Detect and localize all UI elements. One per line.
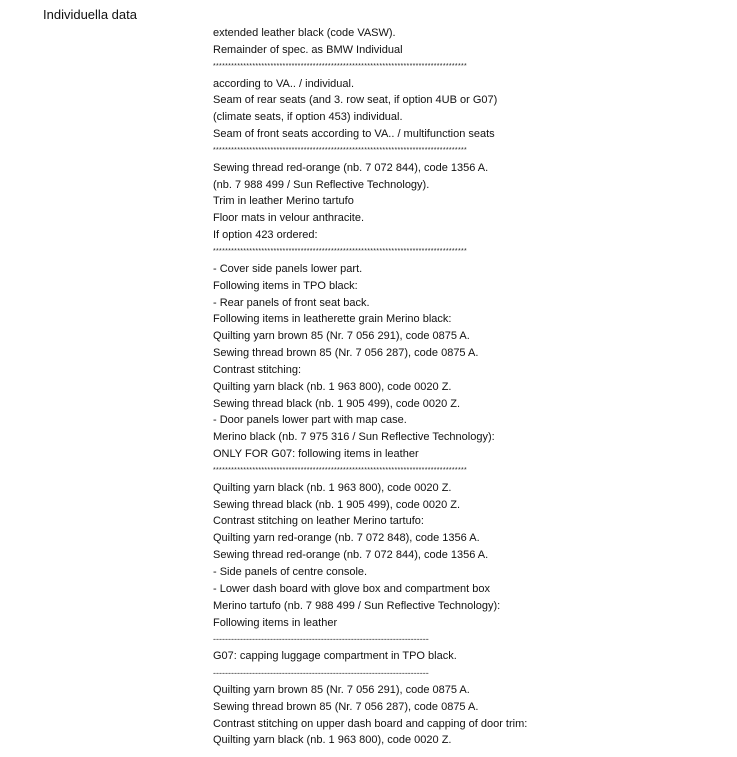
- dash-separator: ------------------------------------------------------------------------: [213, 634, 429, 645]
- spec-line: - Cover side panels lower part.: [213, 262, 363, 275]
- spec-line: Trim in leather Merino tartufo: [213, 195, 354, 208]
- spec-line: Following items in leather: [213, 616, 338, 629]
- spec-line: If option 423 ordered:: [213, 229, 318, 242]
- spec-line: Merino tartufo (nb. 7 988 499 / Sun Reflective Technology):: [213, 599, 501, 612]
- spec-line: Sewing thread red-orange (nb. 7 072 844), code 1356 A.: [213, 161, 489, 174]
- spec-line: G07: capping luggage compartment in TPO black.: [213, 650, 457, 663]
- spec-line: Sewing thread black (nb. 1 905 499), code 0020 Z.: [213, 498, 461, 511]
- spec-line: according to VA.. / individual.: [213, 77, 355, 90]
- asterisk-separator: ************************************************************************************: [213, 62, 468, 70]
- spec-line: Quilting yarn black (nb. 1 963 800), code 0020 Z.: [213, 481, 452, 494]
- asterisk-separator: ************************************************************************************: [213, 146, 468, 154]
- spec-line: Seam of rear seats (and 3. row seat, if option 4UB or G07): [213, 94, 498, 107]
- spec-line: ONLY FOR G07: following items in leather: [213, 448, 419, 461]
- spec-line: Quilting yarn black (nb. 1 963 800), code 0020 Z.: [213, 380, 452, 393]
- spec-line: Quilting yarn black (nb. 1 963 800), code 0020 Z.: [213, 734, 452, 747]
- spec-line: Following items in leatherette grain Merino black:: [213, 313, 452, 326]
- section-label: Individuella data: [43, 7, 137, 22]
- spec-line: Sewing thread red-orange (nb. 7 072 844), code 1356 A.: [213, 549, 489, 562]
- spec-text-block: [213, 25, 733, 749]
- spec-line: - Side panels of centre console.: [213, 566, 368, 578]
- spec-line: Quilting yarn brown 85 (Nr. 7 056 291), code 0875 A.: [213, 683, 470, 696]
- spec-line: extended leather black (code VASW).: [213, 27, 396, 39]
- spec-line: Seam of front seats according to VA.. / multifunction seats: [213, 128, 495, 141]
- asterisk-separator: ************************************************************************************: [213, 466, 468, 474]
- spec-line: Following items in TPO black:: [213, 279, 358, 292]
- spec-line: Merino black (nb. 7 975 316 / Sun Reflective Technology):: [213, 431, 495, 444]
- spec-line: Sewing thread brown 85 (Nr. 7 056 287), code 0875 A.: [213, 700, 479, 713]
- spec-line: - Rear panels of front seat back.: [213, 296, 370, 309]
- spec-line: (climate seats, if option 453) individual.: [213, 111, 403, 124]
- spec-line: Sewing thread black (nb. 1 905 499), code 0020 Z.: [213, 397, 461, 410]
- dash-separator: ------------------------------------------------------------------------: [213, 668, 429, 679]
- spec-line: Contrast stitching on upper dash board and capping of door trim:: [213, 717, 528, 730]
- spec-line: Quilting yarn red-orange (nb. 7 072 848), code 1356 A.: [213, 532, 480, 545]
- spec-line: Contrast stitching on leather Merino tartufo:: [213, 515, 424, 528]
- spec-line: Remainder of spec. as BMW Individual: [213, 43, 403, 56]
- spec-line: - Lower dash board with glove box and compartment box: [213, 582, 490, 595]
- spec-line: - Door panels lower part with map case.: [213, 414, 407, 427]
- spec-line: Sewing thread brown 85 (Nr. 7 056 287), code 0875 A.: [213, 347, 479, 360]
- spec-line: Contrast stitching:: [213, 363, 302, 376]
- spec-line: Quilting yarn brown 85 (Nr. 7 056 291), code 0875 A.: [213, 330, 470, 343]
- asterisk-separator: ************************************************************************************: [213, 247, 468, 255]
- spec-line: Floor mats in velour anthracite.: [213, 212, 365, 225]
- spec-line: (nb. 7 988 499 / Sun Reflective Technology).: [213, 178, 430, 191]
